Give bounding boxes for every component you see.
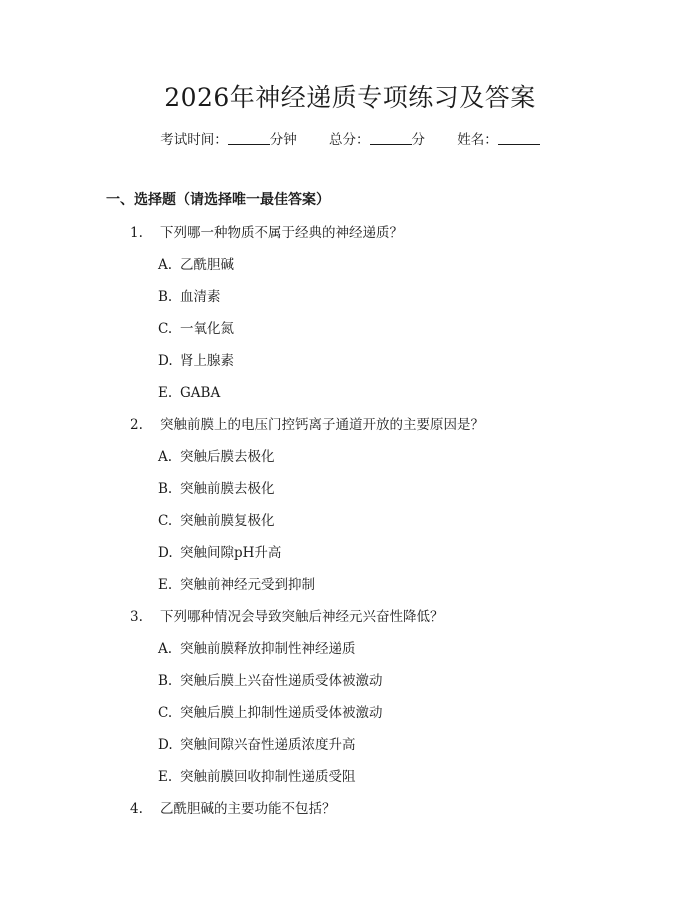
option-text: 突触间隙兴奋性递质浓度升高 — [180, 737, 356, 753]
option-letter: A. — [158, 257, 173, 273]
exam-meta-line — [0, 130, 700, 150]
option-letter: A. — [158, 449, 173, 465]
option-text: 突触前膜回收抑制性递质受阻 — [180, 769, 356, 785]
question-number: 2. — [130, 417, 143, 433]
question-1 — [0, 221, 700, 413]
option-text: 突触前膜释放抑制性神经递质 — [180, 641, 356, 657]
option-letter: E. — [158, 769, 173, 785]
question-text: 下列哪一种物质不属于经典的神经递质？ — [160, 225, 403, 241]
option-text: 一氧化氮 — [180, 321, 234, 337]
question-text: 突触前膜上的电压门控钙离子通道开放的主要原因是？ — [160, 417, 484, 433]
option-letter: E. — [158, 577, 173, 593]
exam-time-unit: 分钟 — [269, 132, 297, 148]
option-b[interactable] — [0, 285, 700, 317]
option-b[interactable] — [0, 669, 700, 701]
option-b[interactable] — [0, 477, 700, 509]
option-letter: C. — [158, 321, 173, 337]
option-letter: D. — [158, 545, 173, 561]
option-text: 乙酰胆碱 — [180, 257, 234, 273]
total-score-blank[interactable] — [370, 132, 412, 145]
option-d[interactable] — [0, 733, 700, 765]
option-letter: C. — [158, 705, 173, 721]
option-text: 突触前膜复极化 — [180, 513, 275, 529]
page-title: 2026年神经递质专项练习及答案 — [164, 83, 536, 112]
section-title: 一、选择题（请选择唯一最佳答案） — [106, 192, 330, 208]
student-name-blank[interactable] — [498, 132, 540, 145]
option-text: 突触间隙pH升高 — [180, 545, 282, 561]
option-d[interactable] — [0, 541, 700, 573]
option-e[interactable] — [0, 573, 700, 605]
option-letter: B. — [158, 673, 173, 689]
total-score-unit: 分 — [411, 132, 425, 148]
student-name-label: 姓名： — [457, 132, 498, 148]
option-text: 突触后膜上抑制性递质受体被激动 — [180, 705, 383, 721]
option-text: 突触后膜去极化 — [180, 449, 275, 465]
option-letter: D. — [158, 353, 173, 369]
question-number: 3. — [130, 609, 143, 625]
option-text: 血清素 — [180, 289, 221, 305]
option-letter: B. — [158, 289, 173, 305]
option-text: 突触前膜去极化 — [180, 481, 275, 497]
option-letter: B. — [158, 481, 173, 497]
option-c[interactable] — [0, 317, 700, 349]
question-stem — [0, 797, 700, 829]
option-text: 突触前神经元受到抑制 — [180, 577, 315, 593]
exam-time-blank[interactable] — [228, 132, 270, 145]
option-e[interactable] — [0, 381, 700, 413]
question-text: 乙酰胆碱的主要功能不包括？ — [160, 801, 336, 817]
option-text: 突触后膜上兴奋性递质受体被激动 — [180, 673, 383, 689]
question-stem — [0, 221, 700, 253]
option-a[interactable] — [0, 637, 700, 669]
exam-time-label: 考试时间： — [160, 132, 228, 148]
exam-time-field — [160, 132, 301, 148]
option-a[interactable] — [0, 253, 700, 285]
question-stem — [0, 413, 700, 445]
option-letter: D. — [158, 737, 173, 753]
option-e[interactable] — [0, 765, 700, 797]
option-letter: C. — [158, 513, 173, 529]
option-c[interactable] — [0, 701, 700, 733]
option-text: GABA — [180, 385, 221, 401]
student-name-field — [457, 132, 540, 148]
total-score-field — [329, 132, 429, 148]
option-a[interactable] — [0, 445, 700, 477]
option-letter: E. — [158, 385, 173, 401]
question-stem — [0, 605, 700, 637]
total-score-label: 总分： — [329, 132, 370, 148]
question-list — [0, 221, 700, 829]
option-text: 肾上腺素 — [180, 353, 234, 369]
question-3 — [0, 605, 700, 797]
question-text: 下列哪种情况会导致突触后神经元兴奋性降低？ — [160, 609, 444, 625]
option-d[interactable] — [0, 349, 700, 381]
question-2 — [0, 413, 700, 605]
question-number: 4. — [130, 801, 143, 817]
question-number: 1. — [130, 225, 143, 241]
question-4 — [0, 797, 700, 829]
option-c[interactable] — [0, 509, 700, 541]
option-letter: A. — [158, 641, 173, 657]
